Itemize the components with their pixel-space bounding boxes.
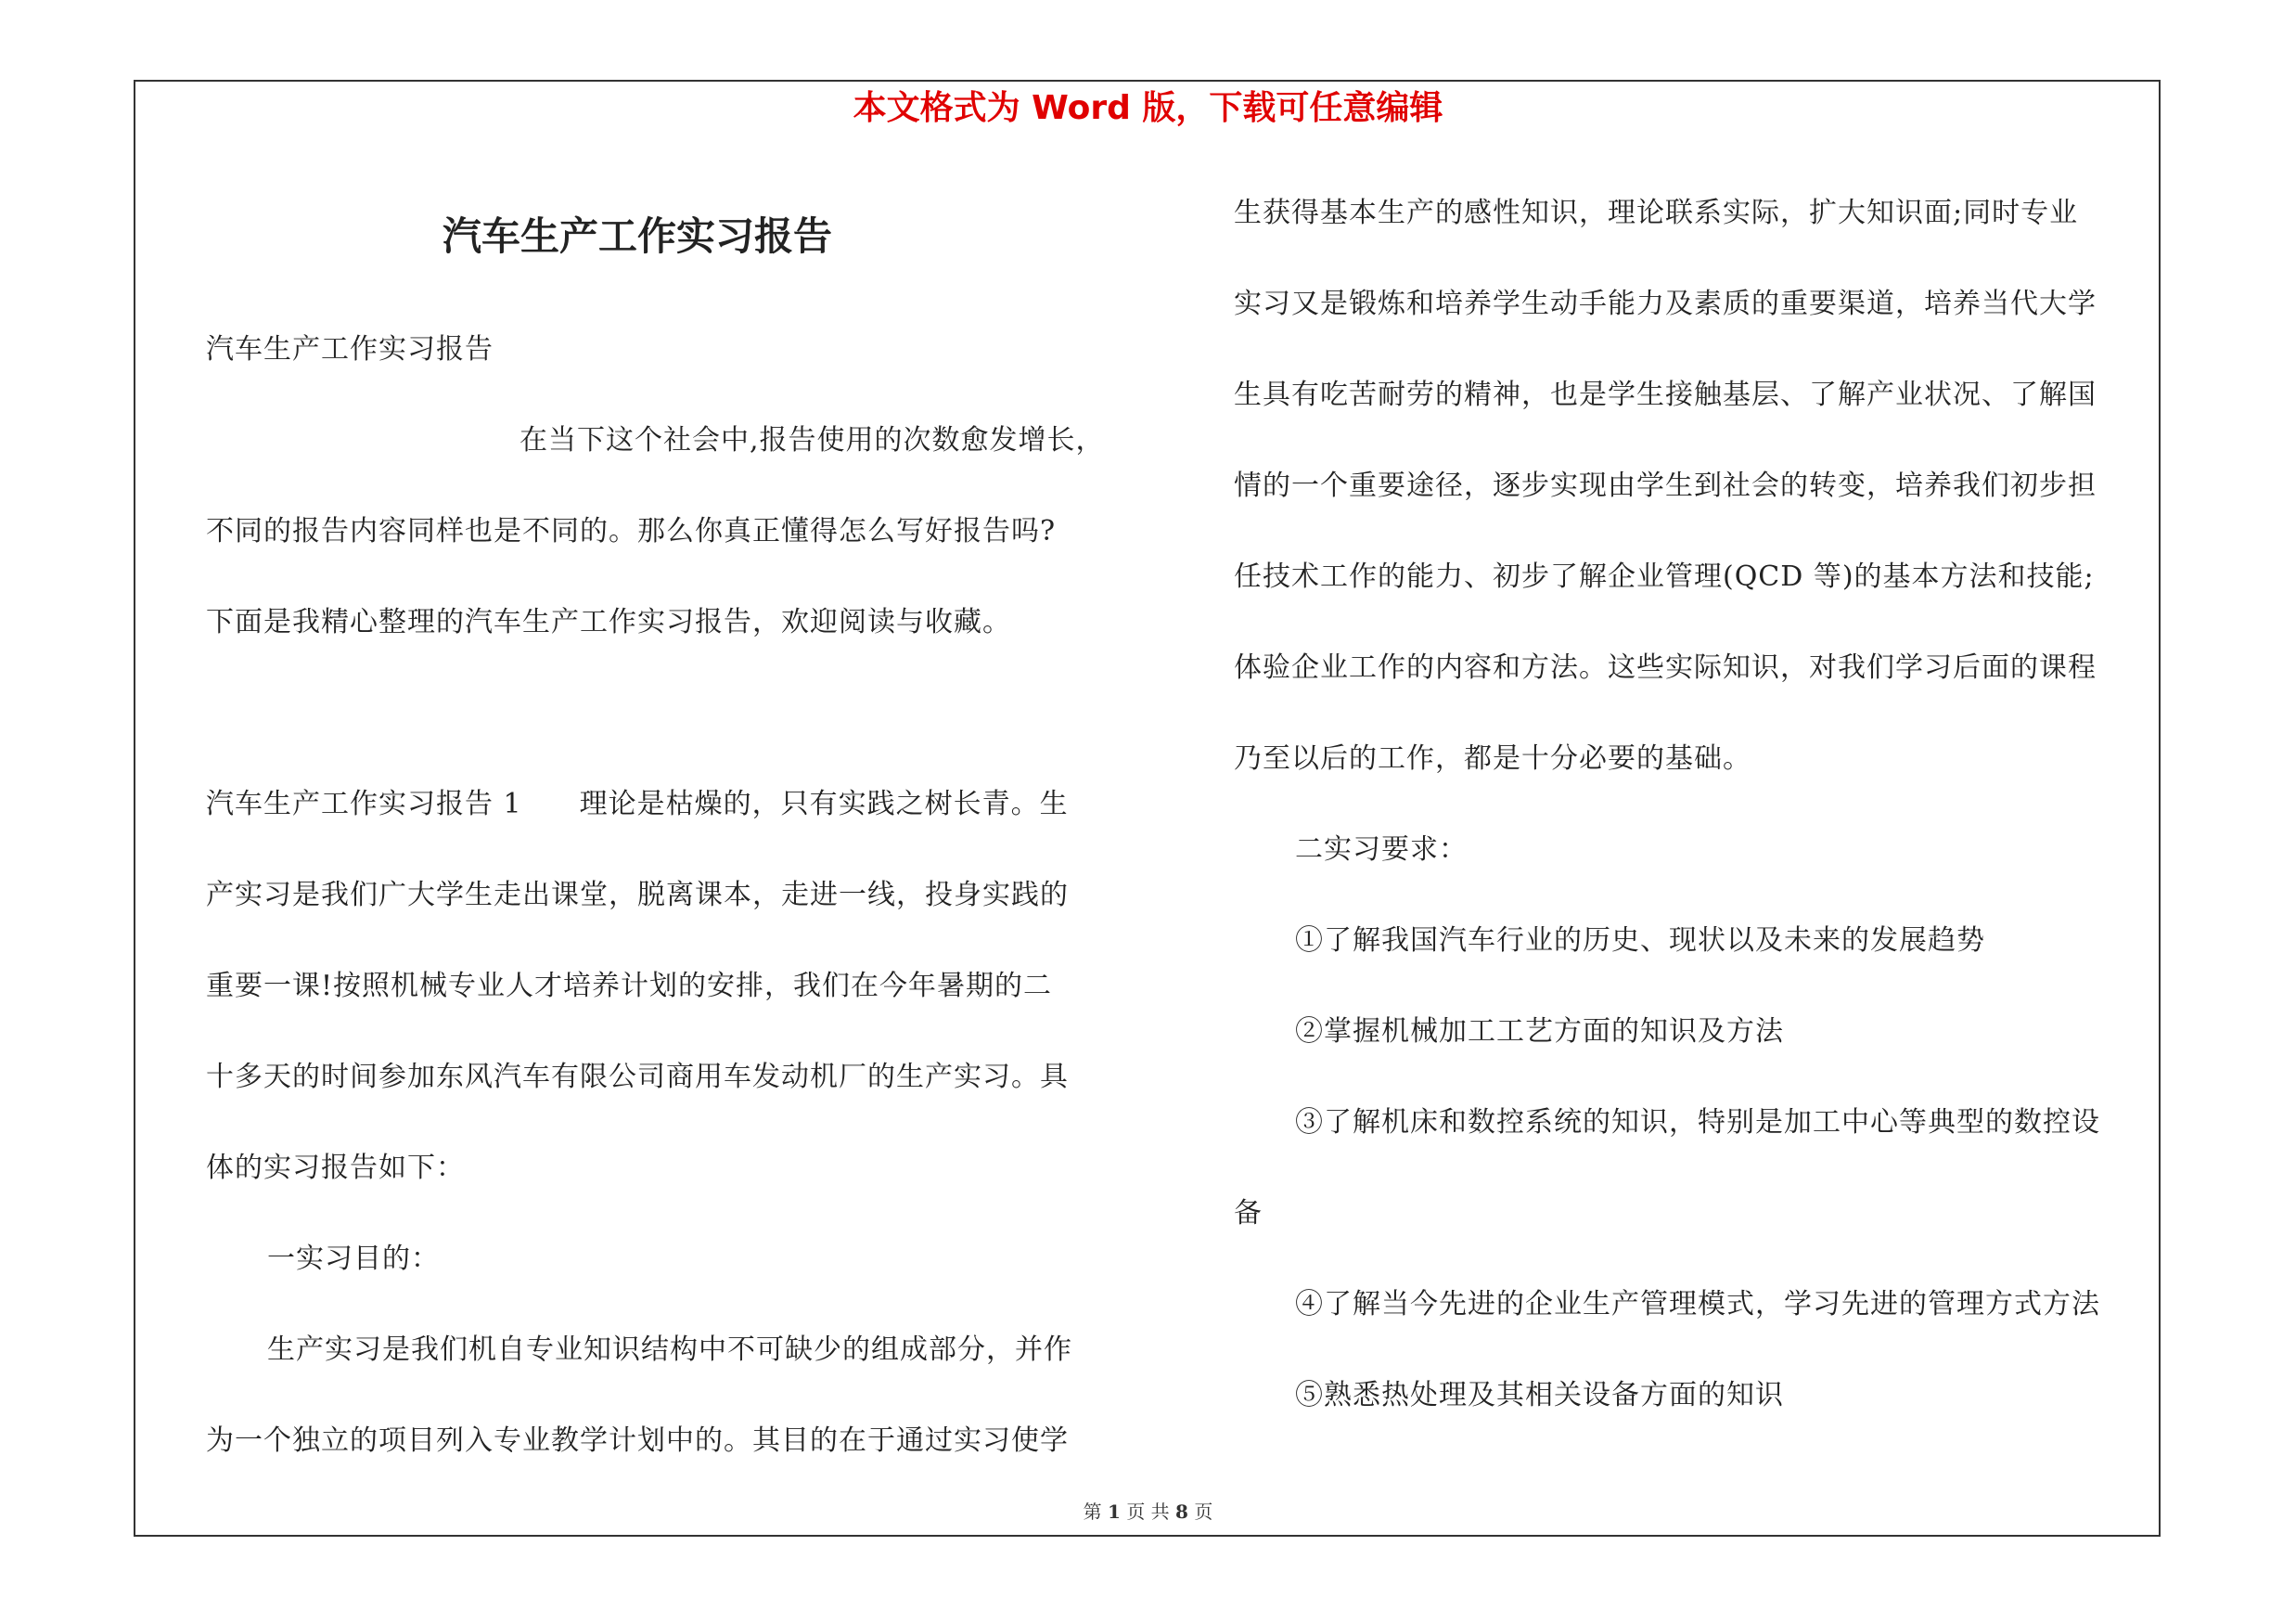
word-format-banner: 本文格式为 Word 版，下载可任意编辑	[853, 89, 1443, 127]
footer-suffix: 页	[1194, 1501, 1213, 1523]
right-column-line: ③了解机床和数控系统的知识，特别是加工中心等典型的数控设	[1295, 1106, 2100, 1139]
left-column-line: 生产实习是我们机自专业知识结构中不可缺少的组成部分，并作	[267, 1333, 1072, 1366]
right-column-line: 任技术工作的能力、初步了解企业管理(QCD 等)的基本方法和技能;	[1234, 560, 2095, 593]
left-column-line: 一实习目的：	[267, 1243, 440, 1275]
right-column-line: ⑤熟悉热处理及其相关设备方面的知识	[1295, 1379, 1784, 1411]
right-column-line: 生具有吃苦耐劳的精神，也是学生接触基层、了解产业状况、了解国	[1234, 379, 2097, 411]
footer-middle: 页 共	[1126, 1501, 1170, 1523]
right-column-line: ④了解当今先进的企业生产管理模式，学习先进的管理方式方法	[1295, 1288, 2100, 1320]
document-title: 汽车生产工作实习报告	[442, 213, 832, 259]
left-column-line: 产实习是我们广大学生走出课堂，脱离课本，走进一线，投身实践的	[206, 879, 1069, 911]
right-column-line: 实习又是锻炼和培养学生动手能力及素质的重要渠道，培养当代大学	[1234, 288, 2097, 320]
right-column-line: 情的一个重要途径，逐步实现由学生到社会的转变，培养我们初步担	[1234, 470, 2097, 502]
left-column-line: 下面是我精心整理的汽车生产工作实习报告，欢迎阅读与收藏。	[206, 606, 1011, 638]
left-column-line: 重要一课!按照机械专业人才培养计划的安排，我们在今年暑期的二	[206, 970, 1053, 1002]
total-page-count: 8	[1175, 1501, 1188, 1523]
page-footer	[0, 1498, 2296, 1526]
right-column-line: ②掌握机械加工工艺方面的知识及方法	[1295, 1015, 1784, 1048]
right-column-line: 乃至以后的工作，都是十分必要的基础。	[1234, 742, 1751, 775]
right-column-line: 生获得基本生产的感性知识，理论联系实际，扩大知识面;同时专业	[1234, 197, 2079, 229]
current-page-number: 1	[1108, 1501, 1121, 1523]
left-column-line: 为一个独立的项目列入专业教学计划中的。其目的在于通过实习使学	[206, 1424, 1069, 1457]
right-column-line: 备	[1234, 1197, 1263, 1230]
right-column-line: 体验企业工作的内容和方法。这些实际知识，对我们学习后面的课程	[1234, 651, 2097, 684]
left-column-line: 体的实习报告如下：	[206, 1152, 465, 1184]
left-column-line: 十多天的时间参加东风汽车有限公司商用车发动机厂的生产实习。具	[206, 1061, 1069, 1093]
right-column-line: 二实习要求：	[1295, 833, 1468, 866]
right-column-line: ①了解我国汽车行业的历史、现状以及未来的发展趋势	[1295, 924, 1985, 957]
left-column-line: 汽车生产工作实习报告	[206, 333, 494, 366]
left-column-line: 在当下这个社会中,报告使用的次数愈发增长，	[519, 424, 1105, 457]
left-column-line: 不同的报告内容同样也是不同的。那么你真正懂得怎么写好报告吗?	[206, 515, 1057, 547]
left-column-line: 汽车生产工作实习报告 1 理论是枯燥的，只有实践之树长青。生	[206, 788, 1069, 820]
footer-prefix: 第	[1083, 1501, 1102, 1523]
